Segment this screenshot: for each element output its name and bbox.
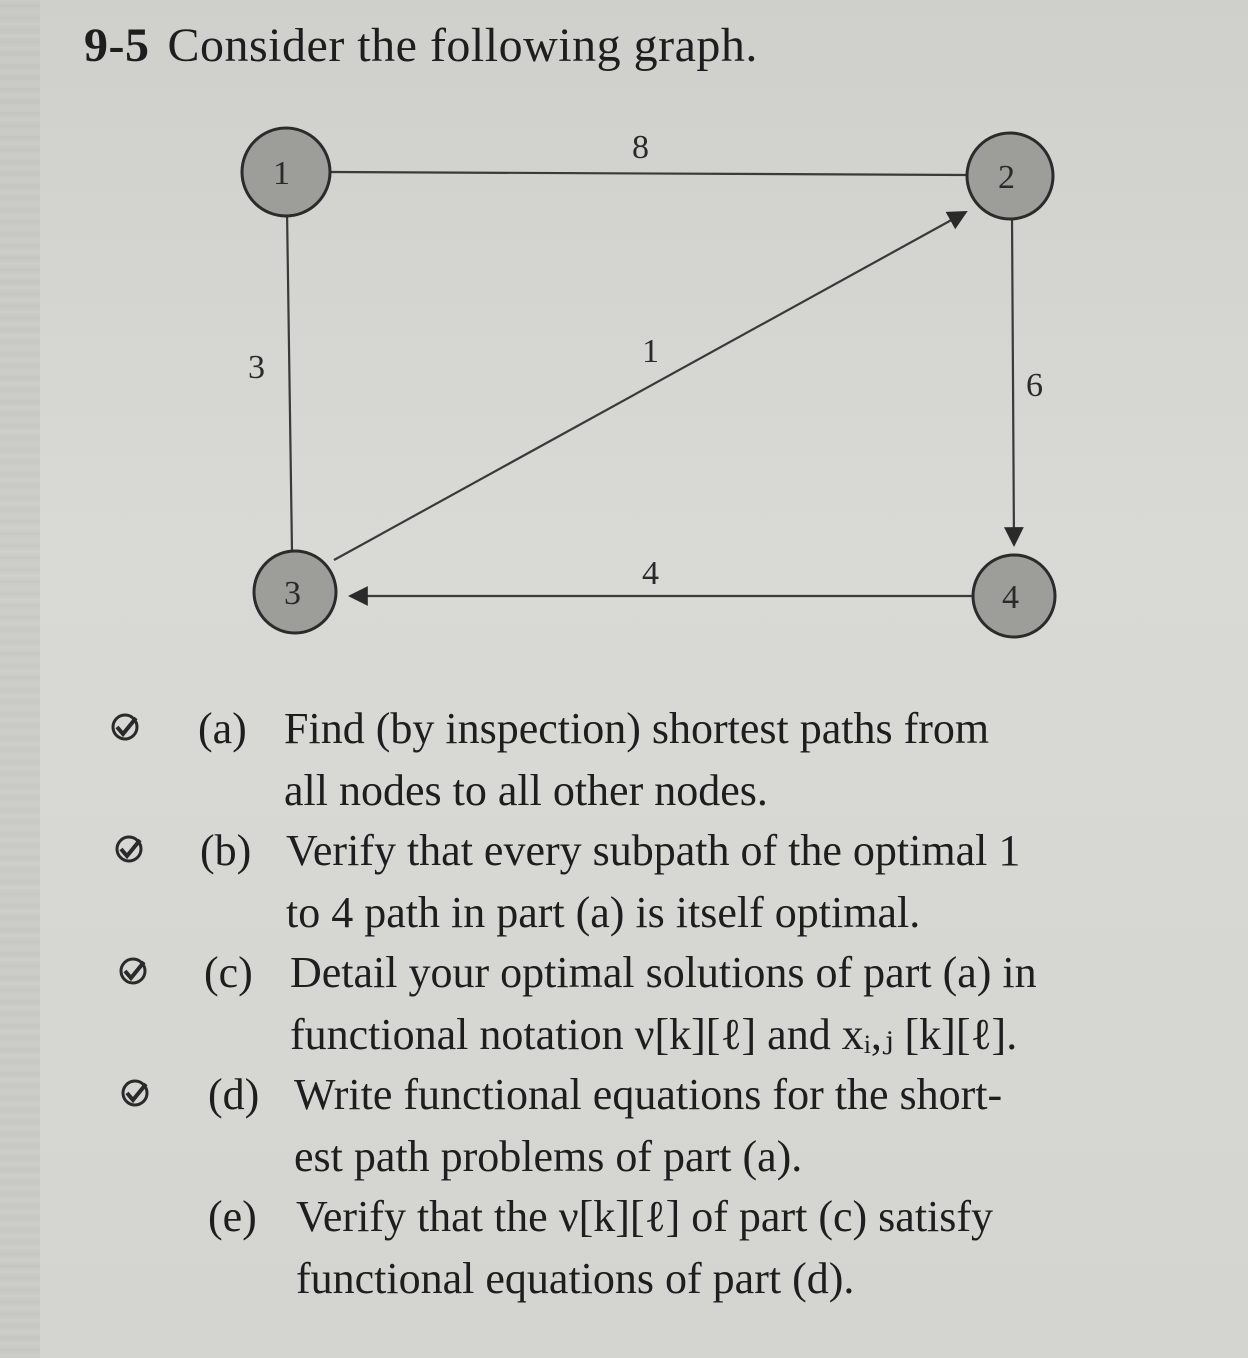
edge-weight-2-4: 6 (1026, 367, 1043, 404)
edge-1-2 (330, 172, 968, 175)
part-text-line2: to 4 path in part (a) is itself optimal. (286, 888, 921, 937)
edge-weight-1-3: 3 (248, 349, 265, 386)
part-text-line2: all nodes to all other nodes. (284, 766, 768, 815)
edge-weight-4-3: 4 (642, 555, 659, 592)
edge-weight-1-2: 8 (632, 129, 649, 166)
checkmark-icon (110, 712, 140, 742)
node-label-2: 2 (998, 159, 1015, 196)
part-text-line1: Find (by inspection) shortest paths from (284, 704, 990, 753)
part-text-line1: Verify that the ν[k][ℓ] of part (c) satisfy (296, 1192, 994, 1241)
part-text-line2: functional equations of part (d). (296, 1254, 855, 1303)
graph-node-1 (242, 128, 330, 216)
node-label-1: 1 (273, 155, 290, 192)
node-label-3: 3 (284, 575, 301, 612)
part-letter: (c) (204, 948, 253, 997)
part-text-line1: Detail your optimal solutions of part (a) in (290, 948, 1037, 997)
edge-1-3 (287, 210, 292, 552)
part-letter: (e) (208, 1192, 257, 1241)
graph-node-3 (254, 551, 336, 633)
node-label-4: 4 (1002, 579, 1019, 616)
graph-node-4 (973, 555, 1055, 637)
edge-2-4 (1012, 215, 1014, 545)
part-letter: (d) (208, 1070, 260, 1119)
part-letter: (a) (198, 704, 247, 753)
part-text-line1: Verify that every subpath of the optimal 1 (286, 826, 1021, 875)
checkmark-icon (114, 834, 144, 864)
part-text-line1: Write functional equations for the short- (294, 1070, 1003, 1119)
checkmark-icon (118, 956, 148, 986)
problem-title: Consider the following graph. (167, 19, 758, 72)
edge-3-2 (334, 212, 966, 560)
checkmark-icon (120, 1078, 150, 1108)
part-text-line2: est path problems of part (a). (294, 1132, 803, 1181)
part-text-line2: functional notation ν[k][ℓ] and xᵢ,ⱼ [k][ℓ]. (290, 1010, 1018, 1059)
problem-number: 9-5 (84, 19, 150, 72)
part-letter: (b) (200, 826, 252, 875)
graph-node-2 (967, 133, 1053, 219)
edge-weight-3-2: 1 (642, 333, 659, 370)
